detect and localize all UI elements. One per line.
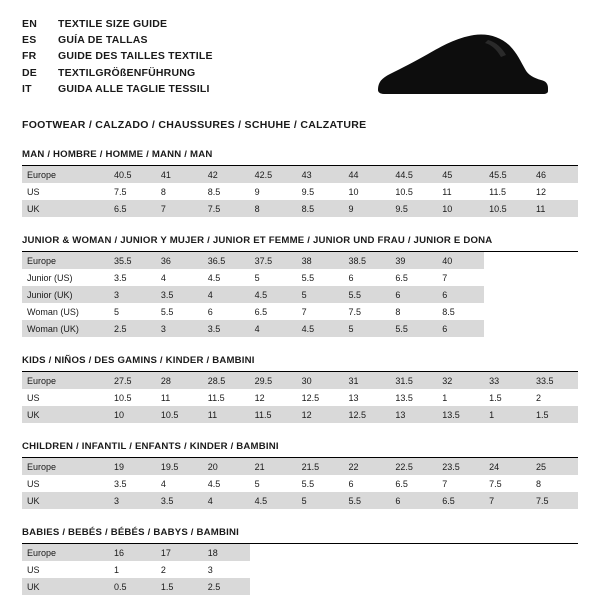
table-row bbox=[22, 252, 578, 269]
language-row bbox=[22, 16, 213, 32]
size-cell: 6.5 bbox=[395, 478, 408, 489]
size-cell: 3 bbox=[156, 320, 203, 337]
size-cell: 44 bbox=[343, 166, 390, 183]
language-code: EN bbox=[22, 18, 37, 30]
size-group bbox=[22, 355, 578, 423]
size-cell: 22 bbox=[343, 458, 390, 475]
size-cell: 5 bbox=[114, 306, 120, 317]
size-cell: 1 bbox=[442, 392, 448, 403]
size-cell bbox=[531, 269, 578, 286]
size-cell: 5 bbox=[297, 286, 344, 303]
row-label: US bbox=[27, 564, 40, 575]
size-cell bbox=[484, 561, 531, 578]
size-cell: 7.5 bbox=[348, 306, 361, 317]
size-cell: 21.5 bbox=[297, 458, 344, 475]
size-cell: 4.5 bbox=[207, 272, 221, 283]
language-code: DE bbox=[22, 66, 37, 79]
size-cell bbox=[484, 544, 531, 561]
size-cell: 22.5 bbox=[390, 458, 437, 475]
size-cell: 12 bbox=[297, 406, 344, 423]
size-cell: 17 bbox=[156, 544, 203, 561]
size-cell: 13 bbox=[390, 406, 437, 423]
size-cell: 6 bbox=[437, 286, 484, 303]
size-cell: 11.5 bbox=[207, 392, 225, 403]
size-cell: 11 bbox=[203, 406, 250, 423]
language-row bbox=[22, 48, 213, 64]
size-cell: 5 bbox=[297, 492, 344, 509]
language-title: GUIDE DES TAILLES TEXTILE bbox=[58, 50, 213, 63]
size-cell: 21 bbox=[250, 458, 297, 475]
size-cell: 27.5 bbox=[109, 372, 156, 389]
size-cell: 7.5 bbox=[203, 200, 250, 217]
size-cell: 19.5 bbox=[156, 458, 203, 475]
row-label: Woman (UK) bbox=[22, 320, 109, 337]
size-cell bbox=[484, 269, 531, 286]
size-cell: 6 bbox=[348, 478, 354, 489]
table-row bbox=[22, 578, 578, 595]
size-cell bbox=[250, 578, 297, 595]
size-cell: 31 bbox=[343, 372, 390, 389]
size-cell: 4 bbox=[250, 320, 297, 337]
size-cell: 5 bbox=[254, 272, 260, 283]
size-cell: 36.5 bbox=[203, 252, 250, 269]
size-cell: 7 bbox=[301, 306, 307, 317]
size-table bbox=[22, 372, 578, 423]
size-group-title: MAN / HOMBRE / HOMME / MANN / MAN bbox=[22, 149, 578, 166]
size-cell: 8.5 bbox=[207, 186, 221, 197]
size-cell: 13.5 bbox=[437, 406, 484, 423]
table-row bbox=[22, 286, 578, 303]
size-cell bbox=[531, 252, 578, 269]
size-cell: 43 bbox=[297, 166, 344, 183]
size-cell: 6 bbox=[348, 272, 354, 283]
size-cell: 3 bbox=[207, 564, 213, 575]
size-cell: 40.5 bbox=[109, 166, 156, 183]
size-cell: 30 bbox=[297, 372, 344, 389]
size-cell: 24 bbox=[484, 458, 531, 475]
table-row bbox=[22, 561, 578, 578]
size-cell bbox=[531, 544, 578, 561]
size-cell: 35.5 bbox=[109, 252, 156, 269]
size-cell: 12 bbox=[536, 186, 547, 197]
size-cell bbox=[390, 578, 437, 595]
row-label: US bbox=[27, 186, 40, 197]
size-group-title: BABIES / BEBÉS / BÉBÉS / BABYS / BAMBINI bbox=[22, 527, 578, 544]
row-label: UK bbox=[22, 578, 109, 595]
size-cell: 36 bbox=[156, 252, 203, 269]
size-cell: 2.5 bbox=[109, 320, 156, 337]
size-cell: 37.5 bbox=[250, 252, 297, 269]
size-cell: 4.5 bbox=[207, 478, 221, 489]
size-group-title: KIDS / NIÑOS / DES GAMINS / KINDER / BAMBINI bbox=[22, 355, 578, 372]
size-cell: 44.5 bbox=[390, 166, 437, 183]
table-row bbox=[22, 269, 578, 286]
size-cell: 3.5 bbox=[203, 320, 250, 337]
size-cell bbox=[531, 578, 578, 595]
size-cell: 11 bbox=[442, 186, 452, 197]
size-cell: 1.5 bbox=[156, 578, 203, 595]
size-cell: 11 bbox=[160, 392, 171, 403]
size-cell: 7.5 bbox=[114, 186, 127, 197]
size-cell: 8.5 bbox=[442, 306, 455, 317]
size-cell: 10 bbox=[348, 186, 359, 197]
size-cell: 5.5 bbox=[301, 478, 315, 489]
size-cell: 16 bbox=[109, 544, 156, 561]
size-cell bbox=[484, 320, 531, 337]
row-label: Woman (US) bbox=[27, 306, 79, 317]
size-cell: 29.5 bbox=[250, 372, 297, 389]
size-tables-container bbox=[22, 149, 578, 595]
size-cell: 10 bbox=[437, 200, 484, 217]
size-cell bbox=[297, 544, 344, 561]
table-row bbox=[22, 320, 578, 337]
table-row bbox=[22, 303, 578, 320]
language-title: TEXTILGRÖßENFÜHRUNG bbox=[58, 66, 196, 79]
size-cell: 9 bbox=[343, 200, 390, 217]
size-cell bbox=[484, 286, 531, 303]
size-cell bbox=[343, 544, 390, 561]
size-cell: 5.5 bbox=[301, 272, 315, 283]
row-label: Europe bbox=[22, 544, 109, 561]
size-cell: 6 bbox=[207, 306, 213, 317]
size-cell: 4 bbox=[203, 492, 250, 509]
table-row bbox=[22, 406, 578, 423]
size-cell bbox=[437, 578, 484, 595]
row-label: US bbox=[27, 392, 40, 403]
size-cell: 11.5 bbox=[250, 406, 297, 423]
size-cell: 6.5 bbox=[254, 306, 268, 317]
size-table bbox=[22, 252, 578, 337]
size-cell: 13.5 bbox=[395, 392, 413, 403]
size-cell: 10.5 bbox=[395, 186, 413, 197]
size-cell: 8 bbox=[395, 306, 401, 317]
size-cell: 4.5 bbox=[297, 320, 344, 337]
size-cell: 4 bbox=[203, 286, 250, 303]
size-cell: 8 bbox=[160, 186, 166, 197]
size-cell: 42 bbox=[203, 166, 250, 183]
size-cell bbox=[531, 303, 578, 320]
table-row bbox=[22, 492, 578, 509]
size-cell: 6.5 bbox=[437, 492, 484, 509]
size-cell: 10.5 bbox=[156, 406, 203, 423]
size-cell: 38.5 bbox=[343, 252, 390, 269]
size-cell: 7.5 bbox=[531, 492, 578, 509]
size-cell: 8 bbox=[250, 200, 297, 217]
size-cell: 3.5 bbox=[156, 286, 203, 303]
language-title: GUIDA ALLE TAGLIE TESSILI bbox=[58, 82, 210, 95]
size-cell: 4.5 bbox=[250, 492, 297, 509]
table-row bbox=[22, 458, 578, 475]
size-group bbox=[22, 441, 578, 509]
size-cell bbox=[531, 561, 578, 578]
size-cell: 6 bbox=[390, 286, 437, 303]
language-row bbox=[22, 81, 213, 97]
size-cell: 6.5 bbox=[395, 272, 408, 283]
size-cell: 7 bbox=[442, 478, 448, 489]
size-cell bbox=[531, 320, 578, 337]
table-row bbox=[22, 544, 578, 561]
size-cell: 25 bbox=[531, 458, 578, 475]
row-label: Europe bbox=[22, 252, 109, 269]
table-row bbox=[22, 389, 578, 406]
size-cell: 18 bbox=[203, 544, 250, 561]
size-cell bbox=[484, 252, 531, 269]
size-cell bbox=[297, 561, 344, 578]
size-cell bbox=[531, 286, 578, 303]
row-label: Europe bbox=[22, 166, 109, 183]
table-row bbox=[22, 200, 578, 217]
size-cell: 9.5 bbox=[390, 200, 437, 217]
size-cell: 1 bbox=[114, 564, 120, 575]
size-cell: 8 bbox=[536, 478, 542, 489]
size-group bbox=[22, 235, 578, 337]
document-header bbox=[22, 16, 578, 103]
size-cell: 4 bbox=[160, 478, 166, 489]
size-cell: 1.5 bbox=[489, 392, 502, 403]
language-title: GUÍA DE TALLAS bbox=[58, 34, 148, 47]
size-table bbox=[22, 544, 578, 595]
size-cell bbox=[250, 544, 297, 561]
size-group-title: CHILDREN / INFANTIL / ENFANTS / KINDER / BAMBINI bbox=[22, 441, 578, 458]
size-cell: 7 bbox=[442, 272, 448, 283]
size-cell bbox=[437, 544, 484, 561]
size-cell: 2.5 bbox=[203, 578, 250, 595]
size-cell: 42.5 bbox=[250, 166, 297, 183]
size-cell: 45.5 bbox=[484, 166, 531, 183]
language-title: TEXTILE SIZE GUIDE bbox=[58, 18, 168, 30]
size-cell: 41 bbox=[156, 166, 203, 183]
size-cell: 10 bbox=[109, 406, 156, 423]
size-cell bbox=[484, 303, 531, 320]
page-title: FOOTWEAR / CALZADO / CHAUSSURES / SCHUHE / CALZATURE bbox=[22, 119, 367, 131]
row-label: Europe bbox=[22, 372, 109, 389]
size-cell bbox=[297, 578, 344, 595]
language-titles bbox=[22, 16, 213, 97]
size-cell: 5 bbox=[343, 320, 390, 337]
size-cell: 23.5 bbox=[437, 458, 484, 475]
size-cell: 12.5 bbox=[301, 392, 320, 403]
size-group bbox=[22, 149, 578, 217]
language-row bbox=[22, 65, 213, 81]
size-cell: 8.5 bbox=[297, 200, 344, 217]
size-cell: 45 bbox=[437, 166, 484, 183]
table-row bbox=[22, 475, 578, 492]
size-cell: 3.5 bbox=[114, 478, 127, 489]
size-cell: 0.5 bbox=[109, 578, 156, 595]
size-cell: 7.5 bbox=[489, 478, 502, 489]
size-cell: 46 bbox=[531, 166, 578, 183]
size-cell: 5.5 bbox=[343, 286, 390, 303]
size-cell: 6 bbox=[390, 492, 437, 509]
size-cell: 6.5 bbox=[109, 200, 156, 217]
size-cell: 7 bbox=[156, 200, 203, 217]
size-cell: 1.5 bbox=[531, 406, 578, 423]
table-row bbox=[22, 166, 578, 183]
size-cell: 28.5 bbox=[203, 372, 250, 389]
size-cell: 12 bbox=[254, 392, 265, 403]
size-cell: 33.5 bbox=[531, 372, 578, 389]
size-cell: 5.5 bbox=[160, 306, 174, 317]
size-cell: 33 bbox=[484, 372, 531, 389]
language-row bbox=[22, 32, 213, 48]
size-cell: 6 bbox=[437, 320, 484, 337]
size-cell: 2 bbox=[536, 392, 542, 403]
size-cell: 11.5 bbox=[489, 186, 506, 197]
language-code: ES bbox=[22, 34, 37, 47]
size-cell: 19 bbox=[109, 458, 156, 475]
size-cell bbox=[484, 578, 531, 595]
size-cell: 9 bbox=[254, 186, 260, 197]
size-cell bbox=[343, 561, 390, 578]
size-cell: 39 bbox=[390, 252, 437, 269]
row-label: UK bbox=[22, 406, 109, 423]
row-label: UK bbox=[22, 200, 109, 217]
size-cell bbox=[250, 561, 297, 578]
size-cell: 4 bbox=[160, 272, 166, 283]
size-cell: 1 bbox=[484, 406, 531, 423]
language-code: FR bbox=[22, 50, 37, 63]
size-table bbox=[22, 166, 578, 217]
size-cell: 7 bbox=[484, 492, 531, 509]
size-cell: 32 bbox=[437, 372, 484, 389]
size-cell: 28 bbox=[156, 372, 203, 389]
table-row bbox=[22, 183, 578, 200]
size-cell: 20 bbox=[203, 458, 250, 475]
size-cell bbox=[390, 561, 437, 578]
table-row bbox=[22, 372, 578, 389]
size-group bbox=[22, 527, 578, 595]
row-label: Junior (UK) bbox=[22, 286, 109, 303]
size-cell bbox=[390, 544, 437, 561]
size-cell: 5 bbox=[254, 478, 260, 489]
size-cell: 13 bbox=[348, 392, 359, 403]
size-cell: 2 bbox=[160, 564, 166, 575]
row-label: Junior (US) bbox=[27, 272, 73, 283]
size-cell: 5.5 bbox=[343, 492, 390, 509]
size-cell: 10.5 bbox=[114, 392, 132, 403]
size-cell: 5.5 bbox=[390, 320, 437, 337]
row-label: US bbox=[27, 478, 40, 489]
dress-shoe-icon bbox=[370, 28, 550, 103]
row-label: UK bbox=[22, 492, 109, 509]
row-label: Europe bbox=[22, 458, 109, 475]
size-cell: 10.5 bbox=[484, 200, 531, 217]
size-cell: 9.5 bbox=[301, 186, 315, 197]
size-cell: 3.5 bbox=[114, 272, 127, 283]
size-cell: 4.5 bbox=[250, 286, 297, 303]
size-cell: 40 bbox=[437, 252, 484, 269]
size-cell: 3 bbox=[109, 286, 156, 303]
size-cell: 31.5 bbox=[390, 372, 437, 389]
size-cell: 11 bbox=[531, 200, 578, 217]
size-group-title: JUNIOR & WOMAN / JUNIOR Y MUJER / JUNIOR ET FEMME / JUNIOR UND FRAU / JUNIOR E DONA bbox=[22, 235, 578, 252]
size-cell bbox=[437, 561, 484, 578]
language-code: IT bbox=[22, 82, 32, 95]
size-cell: 3 bbox=[109, 492, 156, 509]
size-cell bbox=[343, 578, 390, 595]
size-table bbox=[22, 458, 578, 509]
size-cell: 12.5 bbox=[343, 406, 390, 423]
size-cell: 3.5 bbox=[156, 492, 203, 509]
size-cell: 38 bbox=[297, 252, 344, 269]
